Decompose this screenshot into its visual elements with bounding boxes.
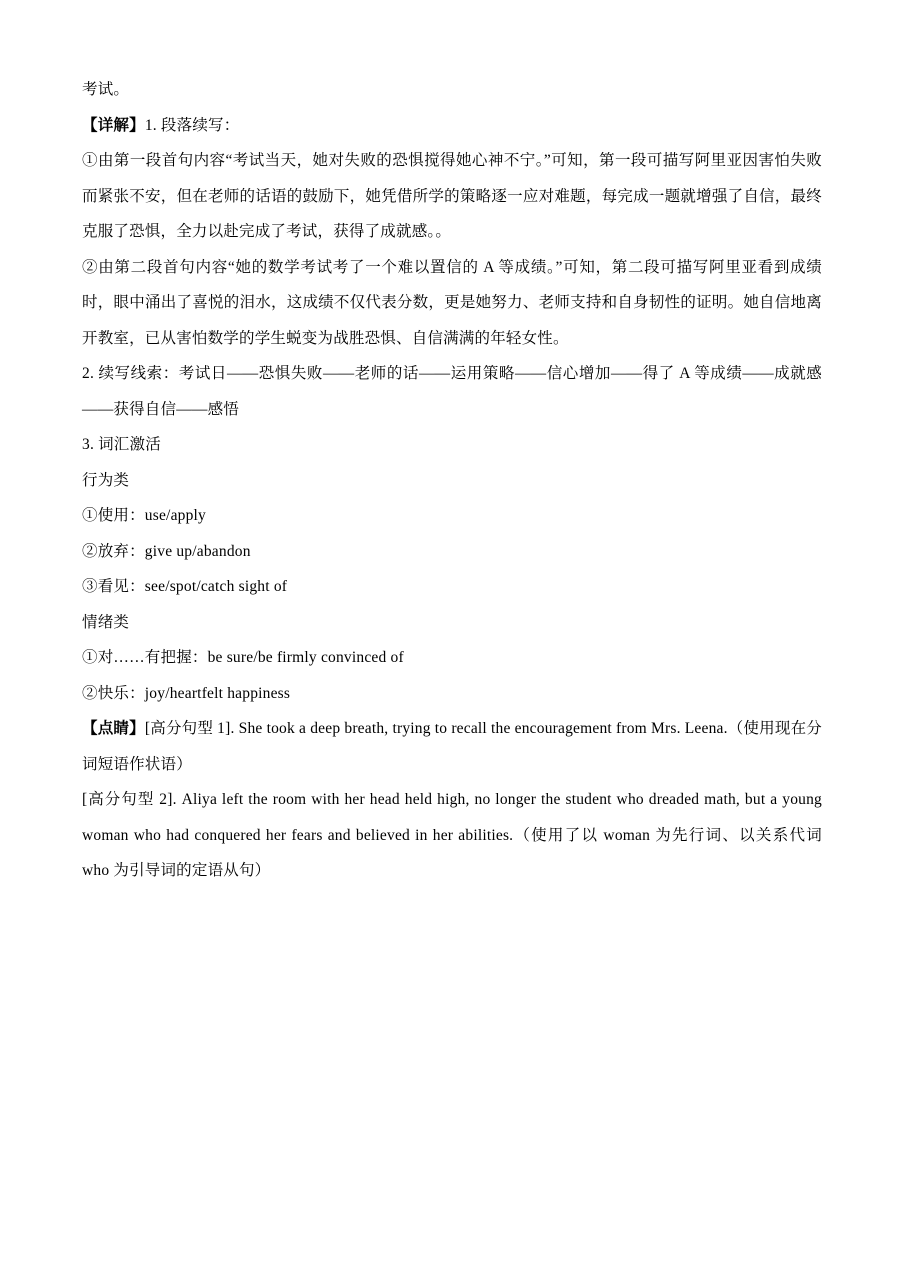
action-item-use: ①使用：use/apply <box>82 507 207 524</box>
detail-text: 1. 段落续写： <box>144 116 240 134</box>
vocab-title: 3. 词汇激活 <box>82 436 161 453</box>
detail-tag: 【详解】 <box>82 116 145 134</box>
paragraph-first-analysis: ①由第一段首句内容“考试当天，她对失败的恐惧搅得她心神不宁。”可知，第一段可描写阿里亚因害怕失败而紧张不安，但在老师的话语的鼓励下，她凭借所学的策略逐一应对难题，每完成一题就增强了自信，最终克服了恐惧，全力以赴完成了考试，获得了成就感。。 <box>82 152 822 240</box>
emotion-item-sure: ①对……有把握：be sure/be firmly convinced of <box>82 649 404 666</box>
highlight-text: [高分句型 1]. She took a deep breath, trying to recall the encouragement from Mrs. Leena.（使用现在分词短语作状语） <box>82 720 822 773</box>
action-category-title: 行为类 <box>82 471 130 489</box>
highlight-sentence-2: [高分句型 2]. Aliya left the room with her head held high, no longer the student who dreaded math, but a young woman who had conquered her fears and believed in her abilities.（使用了以 woman 为先行词、以关系代词 who 为引导词的定语从句） <box>82 791 822 879</box>
writing-clues: 2. 续写线索：考试日——恐惧失败——老师的话——运用策略——信心增加——得了 A 等成绩——成就感——获得自信——感悟 <box>82 365 822 418</box>
paragraph-second-analysis: ②由第二段首句内容“她的数学考试考了一个难以置信的 A 等成绩。”可知，第二段可描写阿里亚看到成绩时，眼中涌出了喜悦的泪水，这成绩不仅代表分数，更是她努力、老师支持和自身韧性的证明。她自信地离开教室，已从害怕数学的学生蜕变为战胜恐惧、自信满满的年轻女性。 <box>82 258 822 347</box>
action-item-see: ③看见：see/spot/catch sight of <box>82 578 288 595</box>
highlight-sentence-1 <box>82 711 822 782</box>
text-line-exam: 考试。 <box>82 81 130 98</box>
action-item-give-up: ②放弃：give up/abandon <box>82 542 251 560</box>
detail-heading <box>82 108 822 144</box>
emotion-category-title: 情绪类 <box>82 613 130 631</box>
document-body <box>82 72 822 889</box>
highlight-tag: 【点睛】 <box>82 720 145 737</box>
emotion-item-joy: ②快乐：joy/heartfelt happiness <box>82 684 291 702</box>
